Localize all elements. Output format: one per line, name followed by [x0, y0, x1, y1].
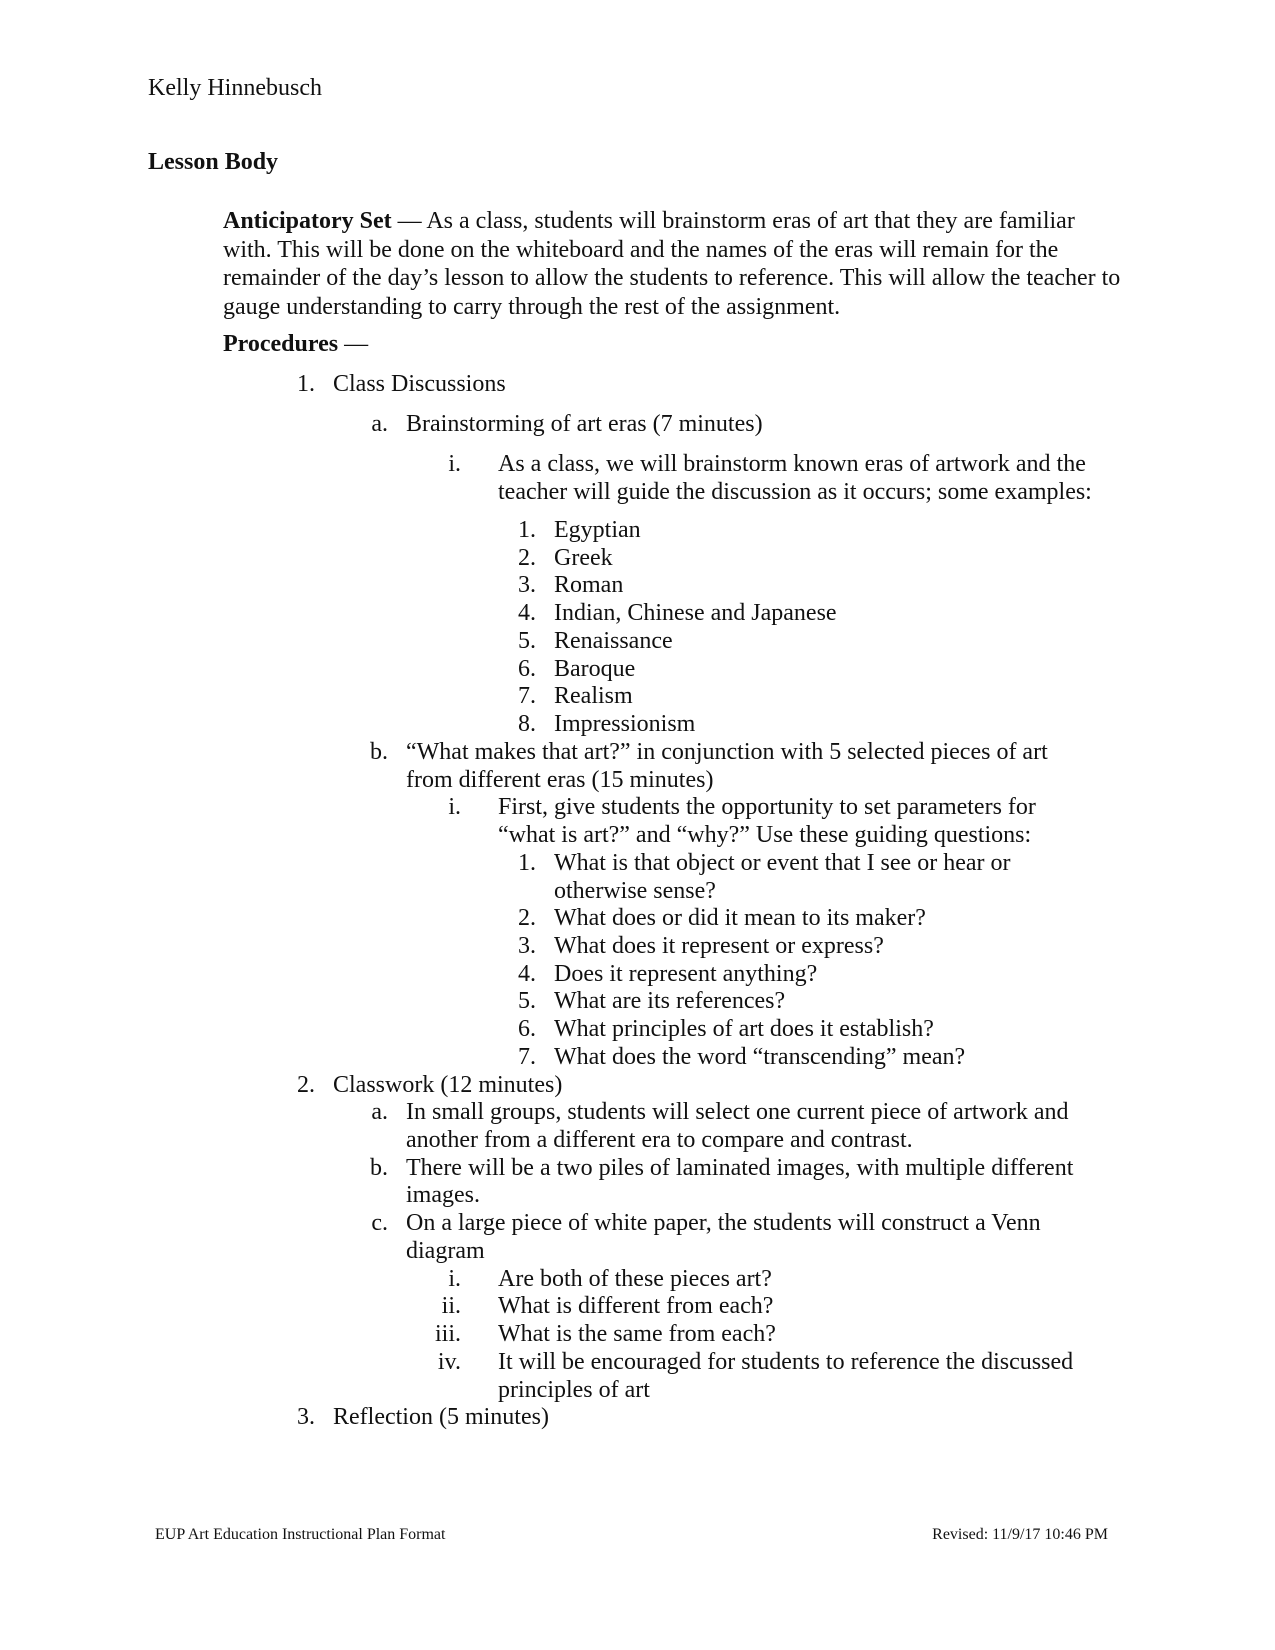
- procedures-label: Procedures: [223, 331, 339, 357]
- era-item: Renaissance: [554, 628, 673, 654]
- question-item: otherwise sense?: [554, 878, 716, 904]
- anticipatory-set-paragraph: [223, 207, 1123, 321]
- list-number: 2.: [297, 1072, 315, 1098]
- list-number: 3.: [297, 1404, 315, 1430]
- list-letter: c.: [371, 1210, 388, 1236]
- question-item: What are its references?: [554, 988, 786, 1014]
- era-number: 6.: [518, 656, 536, 682]
- era-number: 1.: [518, 517, 536, 543]
- question-item: What does the word “transcending” mean?: [554, 1044, 966, 1070]
- question-number: 4.: [518, 961, 536, 987]
- procedures-heading: [223, 330, 368, 358]
- list-roman: iii.: [434, 1321, 461, 1347]
- list-item: teacher will guide the discussion as it occurs; some examples:: [498, 479, 1092, 505]
- question-number: 2.: [518, 905, 536, 931]
- list-letter: b.: [370, 739, 388, 765]
- question-number: 5.: [518, 988, 536, 1014]
- anticipatory-set-text: As a class, students will brainstorm eras of art that they are familiar with. This will be done on the whiteboard and the names of the eras will remain for the remainder of the day’s lesson to allow the students to reference. This will allow the teacher to gauge understanding to carry through the rest of the assignment.: [223, 208, 1121, 320]
- footer-right: Revised: 11/9/17 10:46 PM: [932, 1526, 1108, 1543]
- era-number: 3.: [518, 572, 536, 598]
- anticipatory-set-label: Anticipatory Set: [223, 208, 392, 234]
- list-item: Class Discussions: [333, 371, 506, 397]
- era-item: Baroque: [554, 656, 636, 682]
- list-item: What is the same from each?: [498, 1321, 776, 1347]
- era-item: Impressionism: [554, 711, 696, 737]
- list-item: from different eras (15 minutes): [406, 767, 714, 793]
- list-item: It will be encouraged for students to reference the discussed: [498, 1349, 1074, 1375]
- list-item: Are both of these pieces art?: [498, 1266, 772, 1292]
- era-item: Roman: [554, 572, 624, 598]
- list-roman: i.: [448, 451, 461, 477]
- list-item: What is different from each?: [498, 1293, 774, 1319]
- list-roman: ii.: [441, 1293, 461, 1319]
- era-number: 4.: [518, 600, 536, 626]
- era-item: Greek: [554, 545, 613, 571]
- era-number: 2.: [518, 545, 536, 571]
- list-item: On a large piece of white paper, the students will construct a Venn: [406, 1210, 1041, 1236]
- footer-left: EUP Art Education Instructional Plan Format: [155, 1526, 446, 1543]
- anticipatory-set-dash: —: [391, 208, 427, 234]
- list-roman: iv.: [437, 1349, 461, 1375]
- list-item: In small groups, students will select one current piece of artwork and: [406, 1099, 1069, 1125]
- author-name: Kelly Hinnebusch: [148, 75, 322, 101]
- list-letter: a.: [371, 411, 388, 437]
- question-item: Does it represent anything?: [554, 961, 818, 987]
- era-item: Indian, Chinese and Japanese: [554, 600, 837, 626]
- list-letter: b.: [370, 1155, 388, 1181]
- question-item: What does or did it mean to its maker?: [554, 905, 926, 931]
- list-item: diagram: [406, 1238, 485, 1264]
- section-title: Lesson Body: [148, 149, 279, 175]
- list-item: principles of art: [498, 1377, 650, 1403]
- era-number: 7.: [518, 683, 536, 709]
- list-item: First, give students the opportunity to set parameters for: [498, 794, 1036, 820]
- list-letter: a.: [371, 1099, 388, 1125]
- era-number: 8.: [518, 711, 536, 737]
- list-item: Classwork (12 minutes): [333, 1072, 563, 1098]
- list-item: another from a different era to compare and contrast.: [406, 1127, 913, 1153]
- procedures-dash: —: [338, 331, 369, 357]
- list-item: Brainstorming of art eras (7 minutes): [406, 411, 763, 437]
- question-number: 6.: [518, 1016, 536, 1042]
- list-item: As a class, we will brainstorm known eras of artwork and the: [498, 451, 1086, 477]
- list-roman: i.: [448, 794, 461, 820]
- list-item: images.: [406, 1182, 480, 1208]
- era-item: Realism: [554, 683, 633, 709]
- list-number: 1.: [297, 371, 315, 397]
- list-roman: i.: [448, 1266, 461, 1292]
- list-item: There will be a two piles of laminated images, with multiple different: [406, 1155, 1074, 1181]
- question-number: 7.: [518, 1044, 536, 1070]
- list-item: “what is art?” and “why?” Use these guiding questions:: [498, 822, 1032, 848]
- question-item: What does it represent or express?: [554, 933, 884, 959]
- list-item: “What makes that art?” in conjunction with 5 selected pieces of art: [406, 739, 1048, 765]
- question-number: 3.: [518, 933, 536, 959]
- list-item: Reflection (5 minutes): [333, 1404, 549, 1430]
- question-item: What is that object or event that I see or hear or: [554, 850, 1011, 876]
- question-item: What principles of art does it establish?: [554, 1016, 934, 1042]
- era-item: Egyptian: [554, 517, 641, 543]
- era-number: 5.: [518, 628, 536, 654]
- question-number: 1.: [518, 850, 536, 876]
